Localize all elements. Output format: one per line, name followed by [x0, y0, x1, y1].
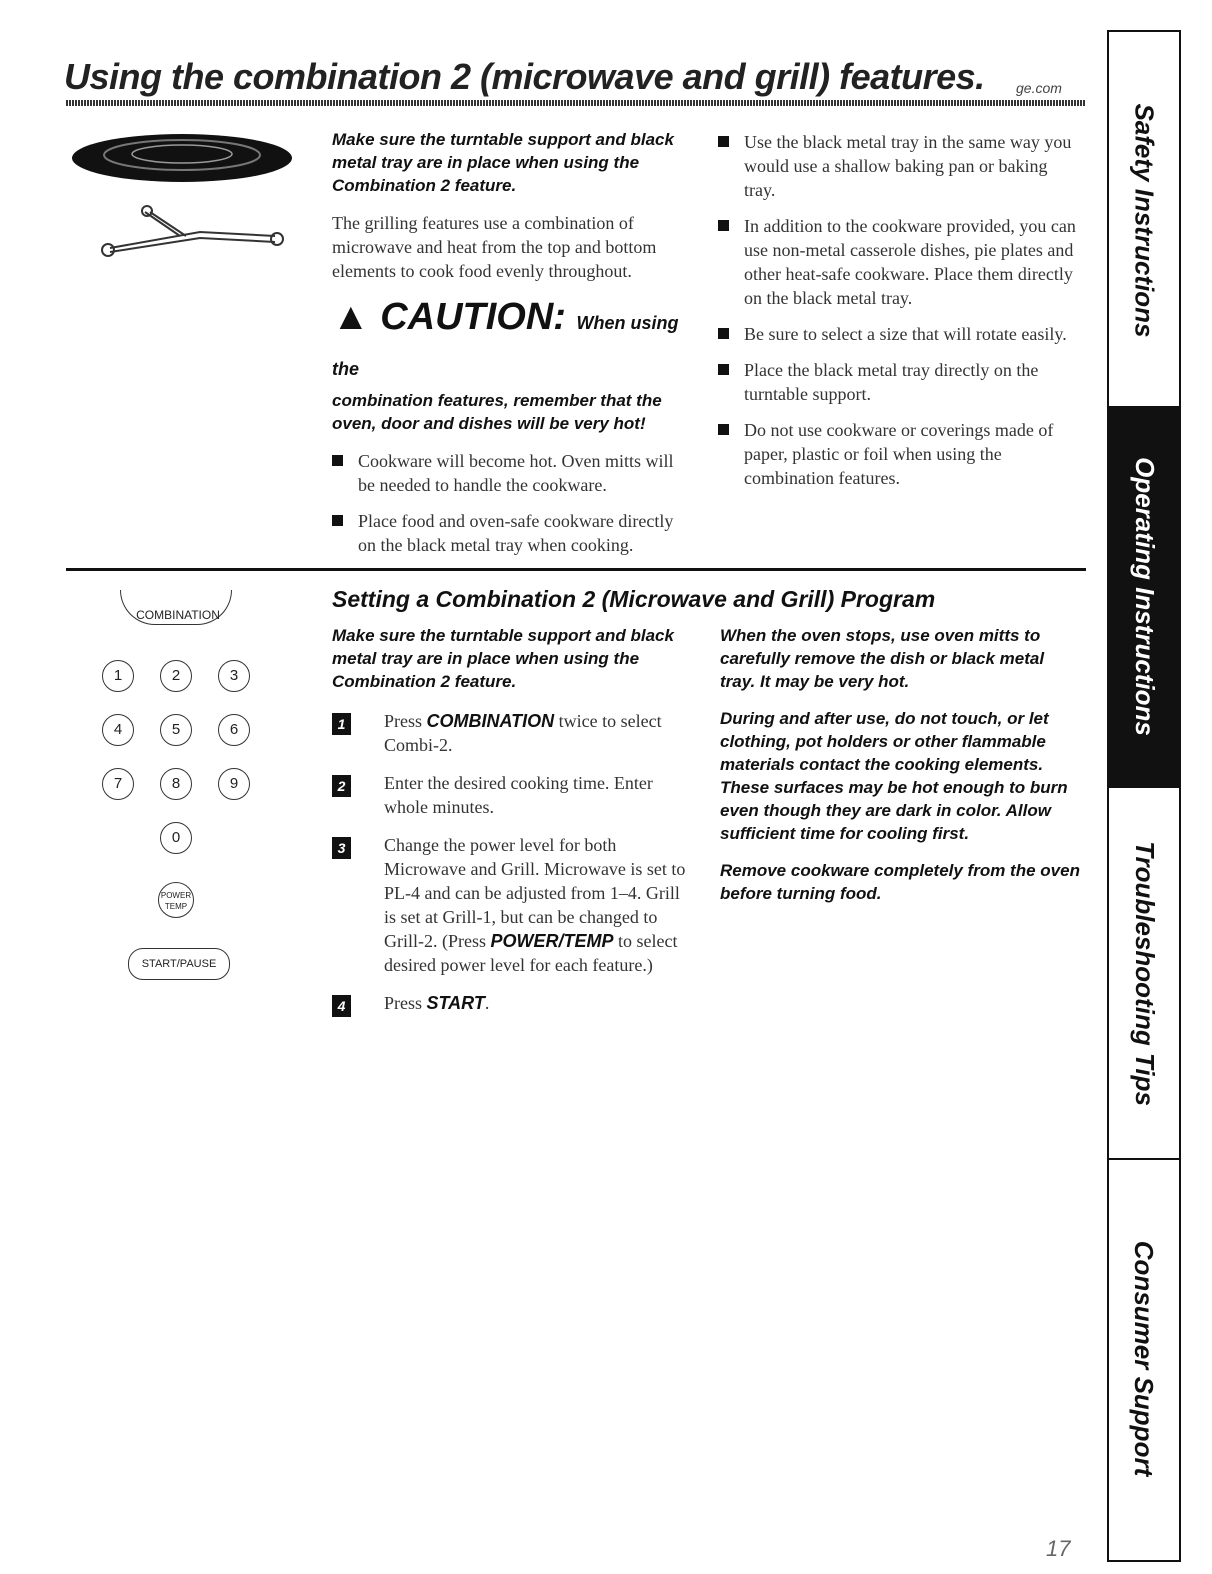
start-pause-key: START/PAUSE [128, 948, 230, 980]
tab-troubleshooting-tips[interactable] [1109, 788, 1179, 1158]
step-text: to select desired power level for each feature.) [384, 931, 678, 975]
step-key: COMBINATION [426, 711, 555, 731]
tab-label: Troubleshooting Tips [1129, 840, 1160, 1106]
warning-icon: ▲ [332, 296, 370, 338]
note: During and after use, do not touch, or let clothing, pot holders or other flammable materials contact the cooking elements. These surfaces may be hot enough to burn even though they are dark in color. Allow sufficient time for cooling first. [720, 709, 1068, 843]
key-7: 7 [102, 768, 134, 800]
list-item: Place the black metal tray directly on the turntable support. [718, 358, 1083, 406]
program-steps-column [332, 624, 692, 1029]
key-5: 5 [160, 714, 192, 746]
list-item: In addition to the cookware provided, you can use non-metal casserole dishes, pie plates and other heat-safe cookware. Place them directly on the black metal tray. [718, 214, 1083, 310]
list-item: Be sure to select a size that will rotate easily. [718, 322, 1083, 346]
tab-safety-instructions[interactable] [1109, 34, 1179, 406]
caution-block [332, 297, 682, 435]
step-4 [332, 991, 692, 1015]
temp-key-label: TEMP [164, 902, 188, 911]
key-0: 0 [160, 822, 192, 854]
step-number: 1 [332, 713, 351, 735]
note: When the oven stops, use oven mitts to carefully remove the dish or black metal tray. It may be very hot. [720, 626, 1045, 691]
step-number: 4 [332, 995, 351, 1017]
power-temp-key [158, 882, 194, 918]
site-url: ge.com [1016, 80, 1062, 96]
turntable-support [102, 206, 283, 256]
caution-text: combination features, remember that the oven, door and dishes will be very hot! [332, 391, 662, 433]
keypad-illustration [80, 590, 280, 1010]
step-key: START [426, 993, 485, 1013]
key-8: 8 [160, 768, 192, 800]
tab-operating-instructions[interactable] [1109, 406, 1179, 786]
page-title: Using the combination 2 (microwave and grill) features. [64, 56, 985, 97]
right-bullet-list [718, 130, 1083, 502]
caution-word: CAUTION: [380, 296, 566, 338]
list-item: Cookware will become hot. Oven mitts will be needed to handle the cookware. [332, 449, 682, 497]
key-2: 2 [160, 660, 192, 692]
section-title: Setting a Combination 2 (Microwave and Grill) Program [332, 586, 936, 612]
key-9: 9 [218, 768, 250, 800]
list-item: Use the black metal tray in the same way you would use a shallow baking pan or baking tray. [718, 130, 1083, 202]
program-notes-column [720, 624, 1080, 905]
tab-label: Safety Instructions [1129, 102, 1160, 338]
combination-key-label: COMBINATION [136, 608, 220, 622]
step-text: . [484, 993, 490, 1013]
turntable-illustration [70, 128, 300, 268]
intro-paragraph: The grilling features use a combination of microwave and heat from the top and bottom elements to cook food evenly throughout. [332, 213, 657, 281]
page-number: 17 [1046, 1536, 1071, 1561]
step-text: Press [384, 711, 427, 731]
caution-tail: When using the [332, 313, 679, 379]
key-4: 4 [102, 714, 134, 746]
key-6: 6 [218, 714, 250, 746]
list-item: Place food and oven-safe cookware directly on the black metal tray when cooking. [332, 509, 682, 557]
step-2 [332, 771, 692, 819]
intro-column [332, 128, 682, 569]
intro-lead: Make sure the turntable support and black metal tray are in place when using the Combination 2 feature. [332, 130, 674, 195]
caution-heading [332, 297, 682, 389]
step-3 [332, 833, 692, 977]
key-3: 3 [218, 660, 250, 692]
note: Remove cookware completely from the oven before turning food. [720, 861, 1080, 903]
step-text: Press [384, 993, 427, 1013]
step-text: Enter the desired cooking time. Enter whole minutes. [384, 773, 653, 817]
step-key: POWER/TEMP [490, 931, 614, 951]
step-text: Change the power level for both Microwave and Grill. Microwave is set to PL-4 and can be adjusted from 1–4. Grill is set at Grill-1, but can be changed to Grill-2. (Press [384, 835, 686, 951]
header-rule [66, 100, 1086, 106]
step-number: 3 [332, 837, 351, 859]
power-key-label: POWER [160, 891, 192, 900]
section-divider [66, 568, 1086, 571]
tab-label: Operating Instructions [1129, 456, 1160, 736]
step-number: 2 [332, 775, 351, 797]
program-lead: Make sure the turntable support and black metal tray are in place when using the Combination 2 feature. [332, 626, 674, 691]
tab-consumer-support[interactable] [1109, 1160, 1179, 1556]
step-text: twice to select Combi-2. [384, 711, 662, 755]
tab-label: Consumer Support [1129, 1240, 1160, 1476]
key-1: 1 [102, 660, 134, 692]
list-item: Do not use cookware or coverings made of paper, plastic or foil when using the combination features. [718, 418, 1083, 490]
step-1 [332, 709, 692, 757]
